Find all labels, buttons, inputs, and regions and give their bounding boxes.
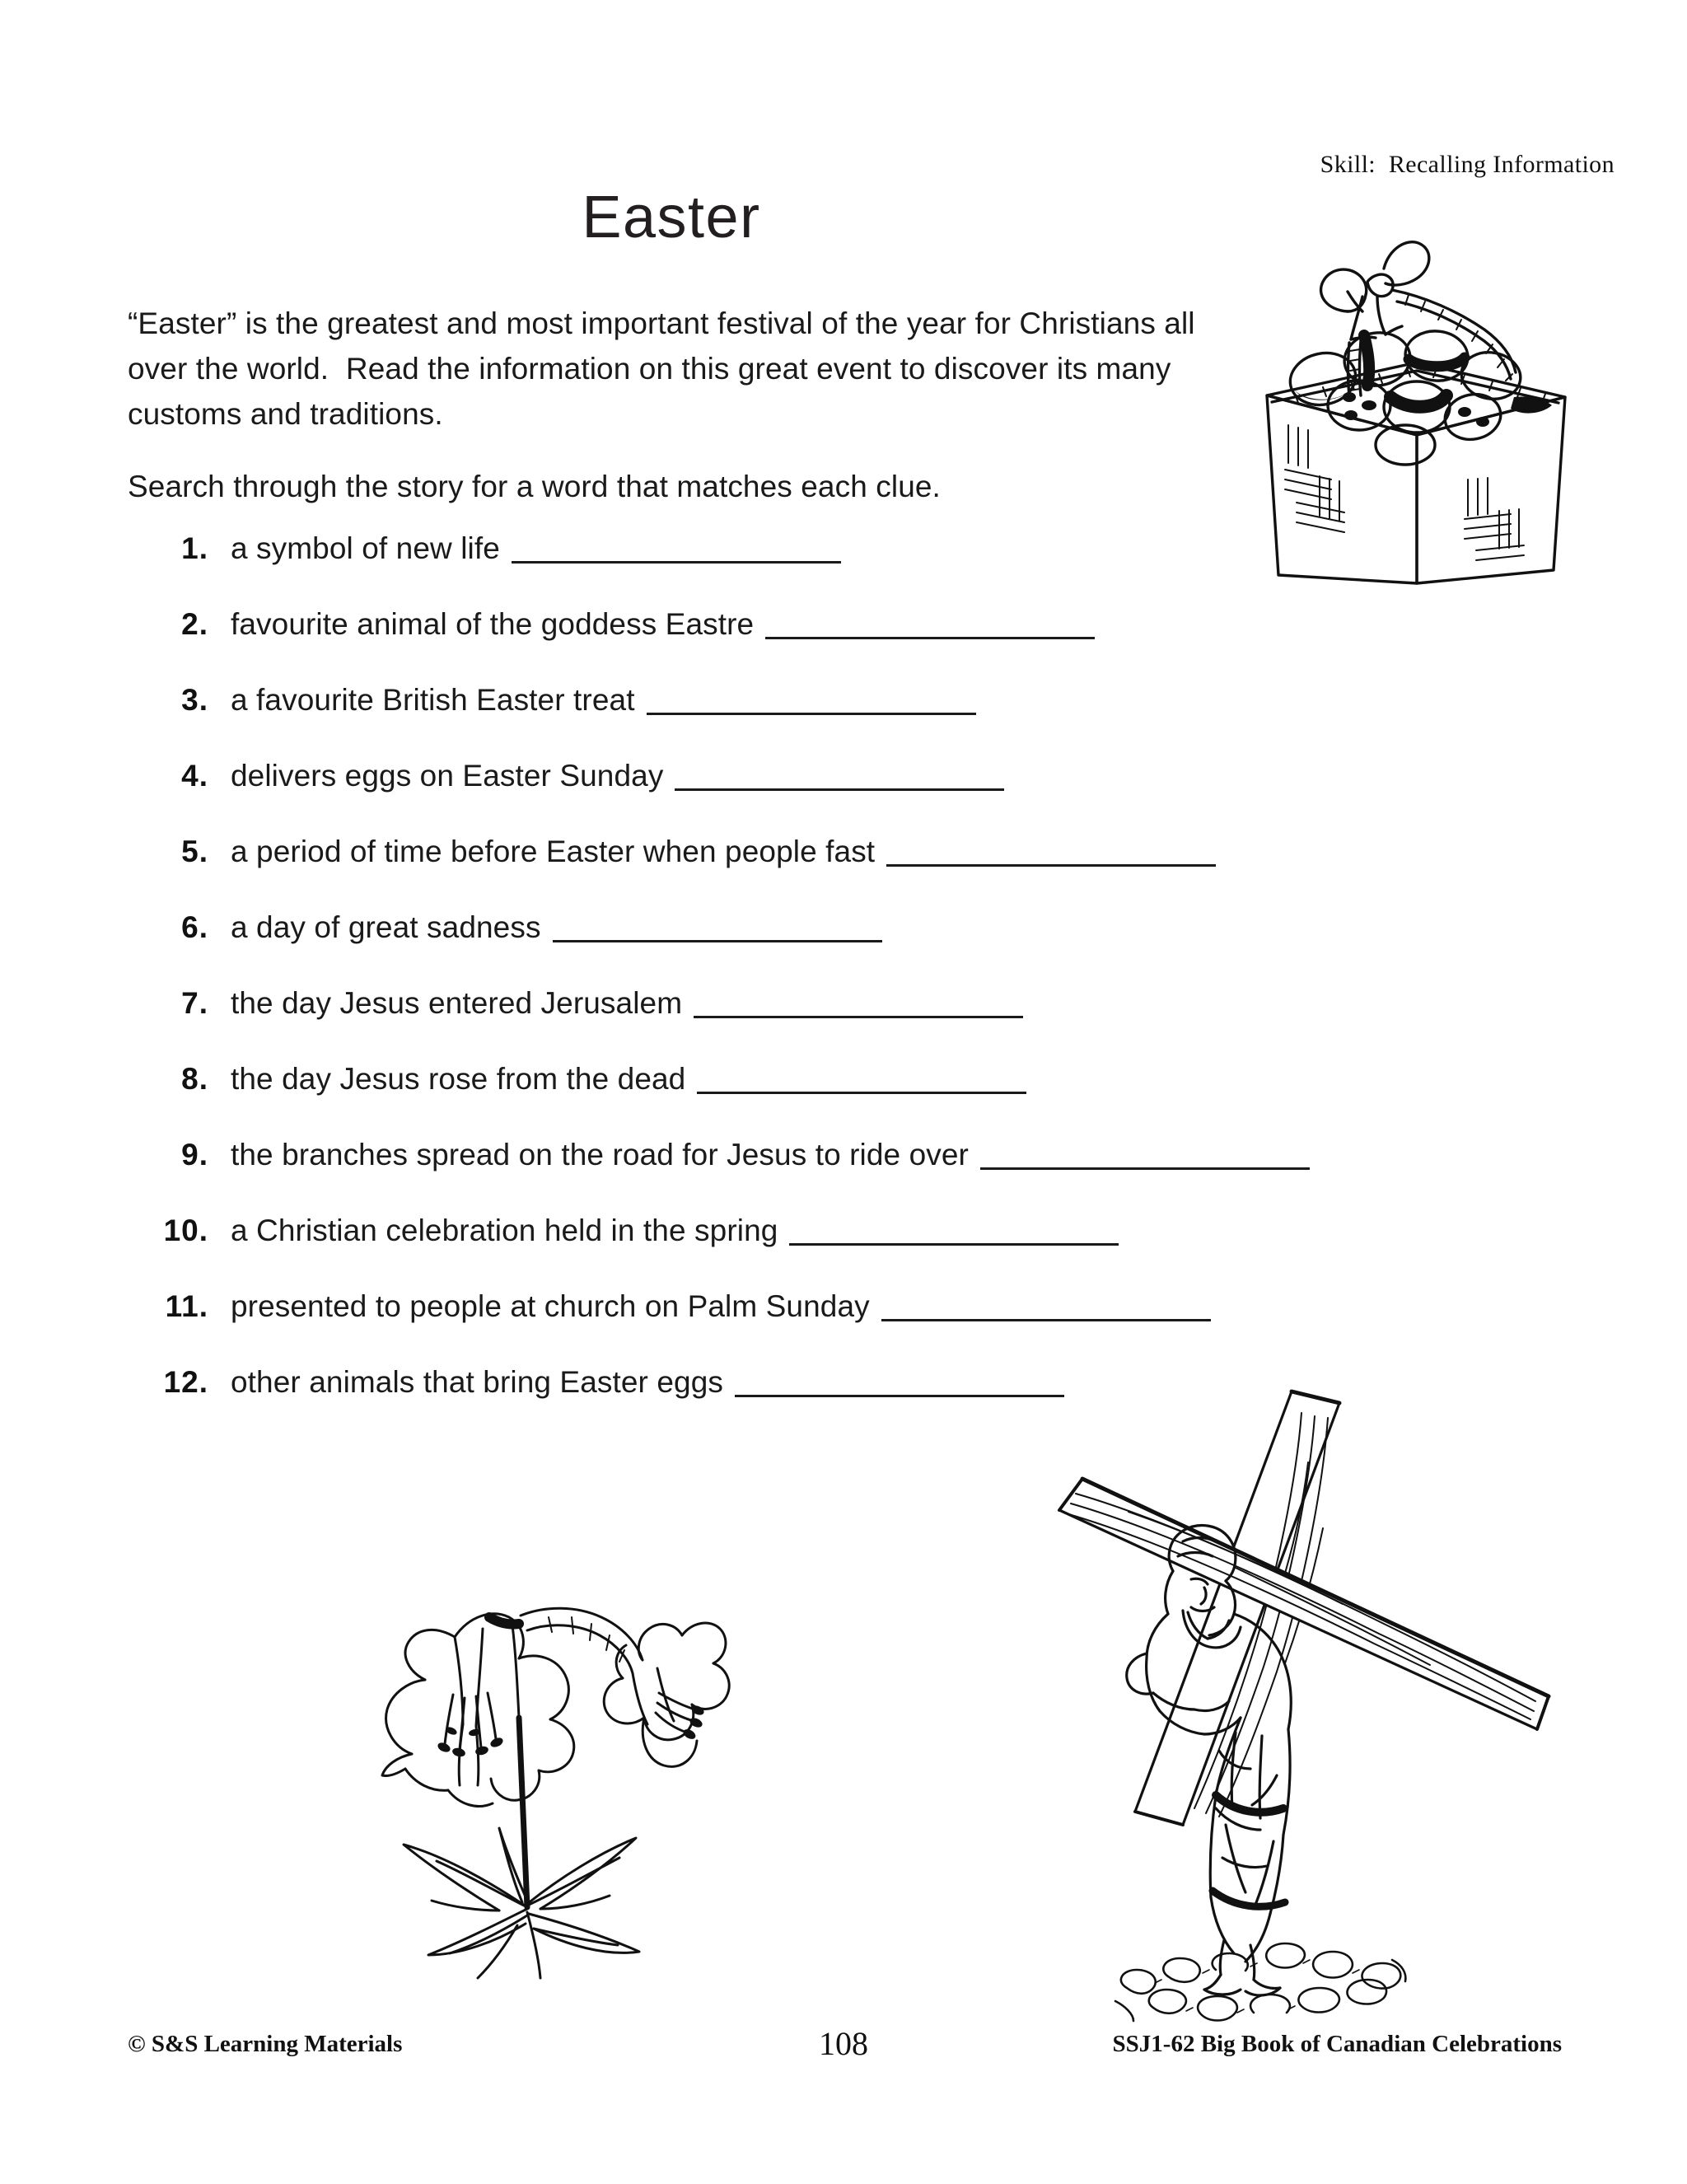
answer-blank[interactable]	[789, 1218, 1119, 1246]
answer-blank[interactable]	[886, 839, 1216, 867]
page-footer	[0, 2023, 1687, 2072]
clue-item	[128, 910, 1577, 986]
clue-label: a Christian celebration held in the spring	[231, 1214, 778, 1247]
answer-blank[interactable]	[980, 1143, 1310, 1170]
clue-text	[231, 759, 1004, 793]
clue-item	[128, 1214, 1577, 1289]
clue-number: 9.	[181, 1138, 208, 1172]
search-instruction: Search through the story for a word that matches each clue.	[128, 470, 941, 503]
answer-blank[interactable]	[881, 1294, 1211, 1321]
clue-number: 6.	[181, 910, 208, 944]
easter-basket-illustration	[1252, 189, 1582, 585]
intro-paragraph: “Easter” is the greatest and most important festival of the year for Christians all over the world. Read the information on this great event to discover its many customs and traditions.	[128, 306, 1204, 431]
clue-label: delivers eggs on Easter Sunday	[231, 759, 664, 793]
clue-number: 4.	[181, 759, 208, 793]
clue-label: other animals that bring Easter eggs	[231, 1365, 723, 1399]
skill-header: Skill: Recalling Information	[1320, 151, 1615, 178]
footer-book-reference: SSJ1-62 Big Book of Canadian Celebrations	[1112, 2031, 1562, 2057]
footer-page-number: 108	[819, 2025, 868, 2062]
clue-text	[231, 607, 1095, 642]
answer-blank[interactable]	[647, 688, 976, 715]
clue-label: the branches spread on the road for Jesus to ride over	[231, 1138, 969, 1172]
clue-item	[128, 1138, 1577, 1214]
clue-label: a symbol of new life	[231, 531, 500, 565]
clue-number: 8.	[181, 1062, 208, 1096]
clue-label: a period of time before Easter when people fast	[231, 835, 876, 868]
clue-text	[231, 531, 841, 566]
clue-item	[128, 759, 1577, 835]
answer-blank[interactable]	[735, 1370, 1064, 1397]
answer-blank[interactable]	[765, 612, 1095, 639]
answer-blank[interactable]	[512, 536, 841, 564]
clue-label: the day Jesus entered Jerusalem	[231, 986, 683, 1020]
page-title: Easter	[582, 185, 761, 250]
clue-label: a day of great sadness	[231, 910, 541, 944]
clue-number: 10.	[163, 1214, 208, 1247]
clue-number: 3.	[181, 683, 208, 717]
answer-blank[interactable]	[694, 991, 1023, 1018]
clue-item	[128, 607, 1577, 683]
clue-item	[128, 683, 1577, 759]
clue-label: presented to people at church on Palm Sunday	[231, 1289, 870, 1323]
clue-item	[128, 1062, 1577, 1138]
footer-copyright: © S&S Learning Materials	[128, 2031, 403, 2057]
clue-number: 7.	[181, 986, 208, 1020]
clue-text	[231, 1062, 1026, 1097]
jesus-carrying-cross-illustration	[1030, 1363, 1557, 2023]
answer-blank[interactable]	[553, 915, 882, 942]
clue-item	[128, 986, 1577, 1062]
clue-number: 5.	[181, 835, 208, 868]
clue-number: 2.	[181, 607, 208, 641]
clue-text	[231, 683, 976, 718]
clue-number: 11.	[165, 1289, 208, 1323]
clue-text	[231, 1214, 1119, 1248]
clue-item	[128, 1289, 1577, 1365]
clue-text	[231, 1365, 1064, 1400]
clue-text	[231, 910, 882, 945]
easter-lily-illustration	[329, 1520, 741, 1981]
clue-text	[231, 1289, 1211, 1324]
clue-item	[128, 835, 1577, 910]
clue-number: 12.	[163, 1365, 208, 1399]
clue-list	[128, 531, 1577, 1441]
answer-blank[interactable]	[697, 1067, 1026, 1094]
clue-label: the day Jesus rose from the dead	[231, 1062, 686, 1096]
clue-number: 1.	[181, 531, 208, 565]
answer-blank[interactable]	[675, 764, 1004, 791]
clue-label: favourite animal of the goddess Eastre	[231, 607, 755, 641]
clue-label: a favourite British Easter treat	[231, 683, 635, 717]
clue-text	[231, 1138, 1310, 1172]
clue-text	[231, 986, 1023, 1021]
clue-text	[231, 835, 1216, 869]
